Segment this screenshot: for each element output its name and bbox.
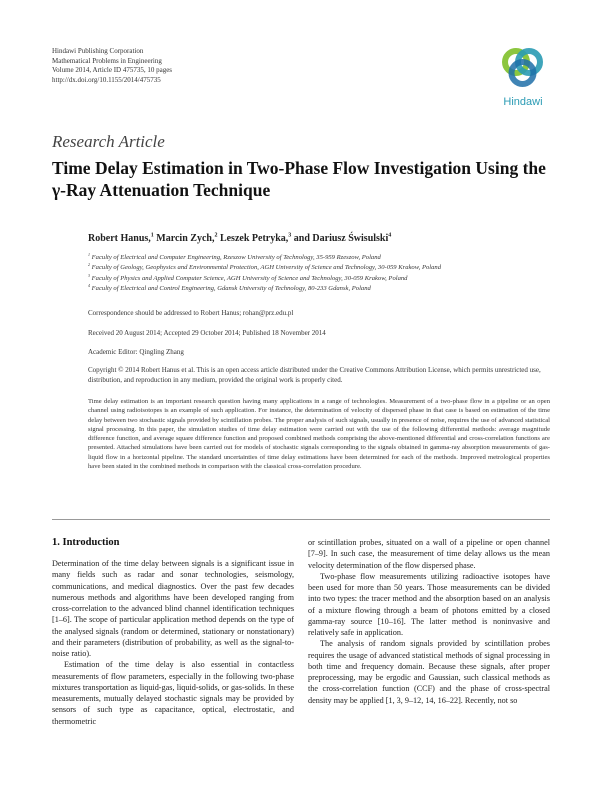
affiliation-num: 2 <box>88 262 90 268</box>
article-type: Research Article <box>52 132 165 151</box>
correspondence: Correspondence should be addressed to Robert Hanus; rohan@prz.edu.pl <box>88 309 294 317</box>
hindawi-logo-icon <box>497 45 549 89</box>
affiliation-text: Faculty of Electrical and Computer Engineering, Rzeszow University of Technology, 35-959 Rzeszow, Poland <box>91 254 381 261</box>
header-line: Mathematical Problems in Engineering <box>52 56 162 65</box>
paper-title: Time Delay Estimation in Two-Phase Flow Investigation Using the γ-Ray Attenuation Technique <box>52 158 546 200</box>
author-sup: 4 <box>388 232 392 239</box>
paragraph: The analysis of random signals provided by scintillation probes requires the usage of advanced statistical methods of signal processing in both time and frequency domain. Because these signals, after proper preprocessing, may be ergodic and Gaussian, such classical methods as the cross-correlation function (CCF) and the phase of cross-spectral density may be applied [1, 3, 9–12, 14, 16–22]. Recently, not so <box>308 639 550 705</box>
paragraph: Determination of the time delay between signals is a significant issue in many fields such as radar and sonar technologies, seismology, communications, and medical diagnostics. Over the past few decades numerous methods and algorithms have been developed ranging from cross-correlation to the advanced blind channel identification techniques [1–6]. The scope of particular application method depends on the type of the analysed signals (random or determined, stationary or nonstationary) and their parameters (distribution of probability, as well as the signal-to-noise ratio). <box>52 559 294 658</box>
author-name: and Dariusz Świsulski <box>293 233 389 244</box>
author-list <box>88 233 391 244</box>
author-sup: 2 <box>214 232 218 239</box>
left-column <box>52 558 294 727</box>
affiliation-num: 1 <box>88 251 90 257</box>
author-name: Robert Hanus, <box>88 233 151 244</box>
abstract: Time delay estimation is an important research question having many applications in a range of technologies. Measurement of a two-phase flow in a pipeline or an open channel using radioisotopes is an example of such application. For instance, the determination of velocity of dispersed phase in that case is based on estimation of the time delay between two stochastic signals provided by scintillation probes. The proper analysis of such signals, usually in presence of noise, requires the use of advanced statistical signal processing. In this paper, the simulation studies of time delay estimation were carried out with the use of the following differential methods: average magnitude difference function, and average square difference function and proposed combined methods comprising the above-mentioned differential and cross-correlation functions are presented. Attached simulations have been carried out for models of stochastic signals corresponding to the signals obtained in gamma-ray absorption measurements of gas-liquid flow in a horizontal pipeline. The standard uncertainties of time delay estimations have been determined for each of the methods. Improved metrological properties have been stated in the combined methods in comparison with the classical cross-correlation procedure. <box>88 398 550 471</box>
hindawi-logo <box>497 45 549 108</box>
section-divider <box>52 519 550 520</box>
author-name: Leszek Petryka, <box>219 233 289 244</box>
affiliation <box>88 284 441 294</box>
affiliation-text: Faculty of Electrical and Control Engineering, Gdansk University of Technology, 80-233 Gdansk, Poland <box>91 285 371 293</box>
academic-editor: Academic Editor: Qingling Zhang <box>88 348 184 356</box>
author-name: Marcin Zych, <box>156 233 215 244</box>
header-line: Volume 2014, Article ID 475735, 10 pages <box>52 66 173 74</box>
publication-dates: Received 20 August 2014; Accepted 29 October 2014; Published 18 November 2014 <box>88 329 326 337</box>
paragraph: or scintillation probes, situated on a wall of a pipeline or open channel [7–9]. In such case, the measurement of time delay allows us the mean velocity determination of the flow dispersed phase. <box>308 538 550 570</box>
doi-link[interactable]: http://dx.doi.org/10.1155/2014/475735 <box>52 75 161 84</box>
affiliation-num: 4 <box>88 283 90 289</box>
author-sup: 1 <box>150 232 154 239</box>
affiliation-text: Faculty of Geology, Geophysics and Environmental Protection, AGH University of Science and Technology, 30-059 Krakow, Poland <box>91 264 441 272</box>
affiliation <box>88 274 441 284</box>
header-line: Hindawi Publishing Corporation <box>52 47 144 55</box>
paragraph: Estimation of the time delay is also essential in contactless measurements of flow parameters, especially in the following two-phase mixtures transportation as liquid-gas, liquid-solids, or gas-solids. In these measurements, mutually delayed stochastic signals may be provided by sensors of such type as capacitance, optical, electrostatic, and thermometric <box>52 660 294 726</box>
copyright-notice: Copyright © 2014 Robert Hanus et al. This is an open access article distributed under the Creative Commons Attribution License, which permits unrestricted use, distribution, and reproduction in any medium, provided the original work is properly cited. <box>88 366 541 384</box>
paragraph: Two-phase flow measurements utilizing radioactive isotopes have been used for more than 50 years. Those measurements can be divided into two types: the tracer method and the absorption based on an analysis of a mixture flowing through a beam of photons emitted by a closed gamma-ray source [10–16]. The latter method is noninvasive and relatively safe in application. <box>308 571 550 637</box>
affiliation-num: 3 <box>88 272 90 278</box>
affiliation-text: Faculty of Physics and Applied Computer Science, AGH University of Science and Technology, 30-059 Krakow, Poland <box>91 274 408 282</box>
affiliation <box>88 253 441 263</box>
section-title: 1. Introduction <box>52 537 120 548</box>
right-column <box>308 537 550 706</box>
logo-text: Hindawi <box>503 96 543 108</box>
affiliation <box>88 263 441 273</box>
journal-header <box>52 47 172 85</box>
affiliation-list <box>88 253 441 295</box>
author-sup: 3 <box>288 232 292 239</box>
